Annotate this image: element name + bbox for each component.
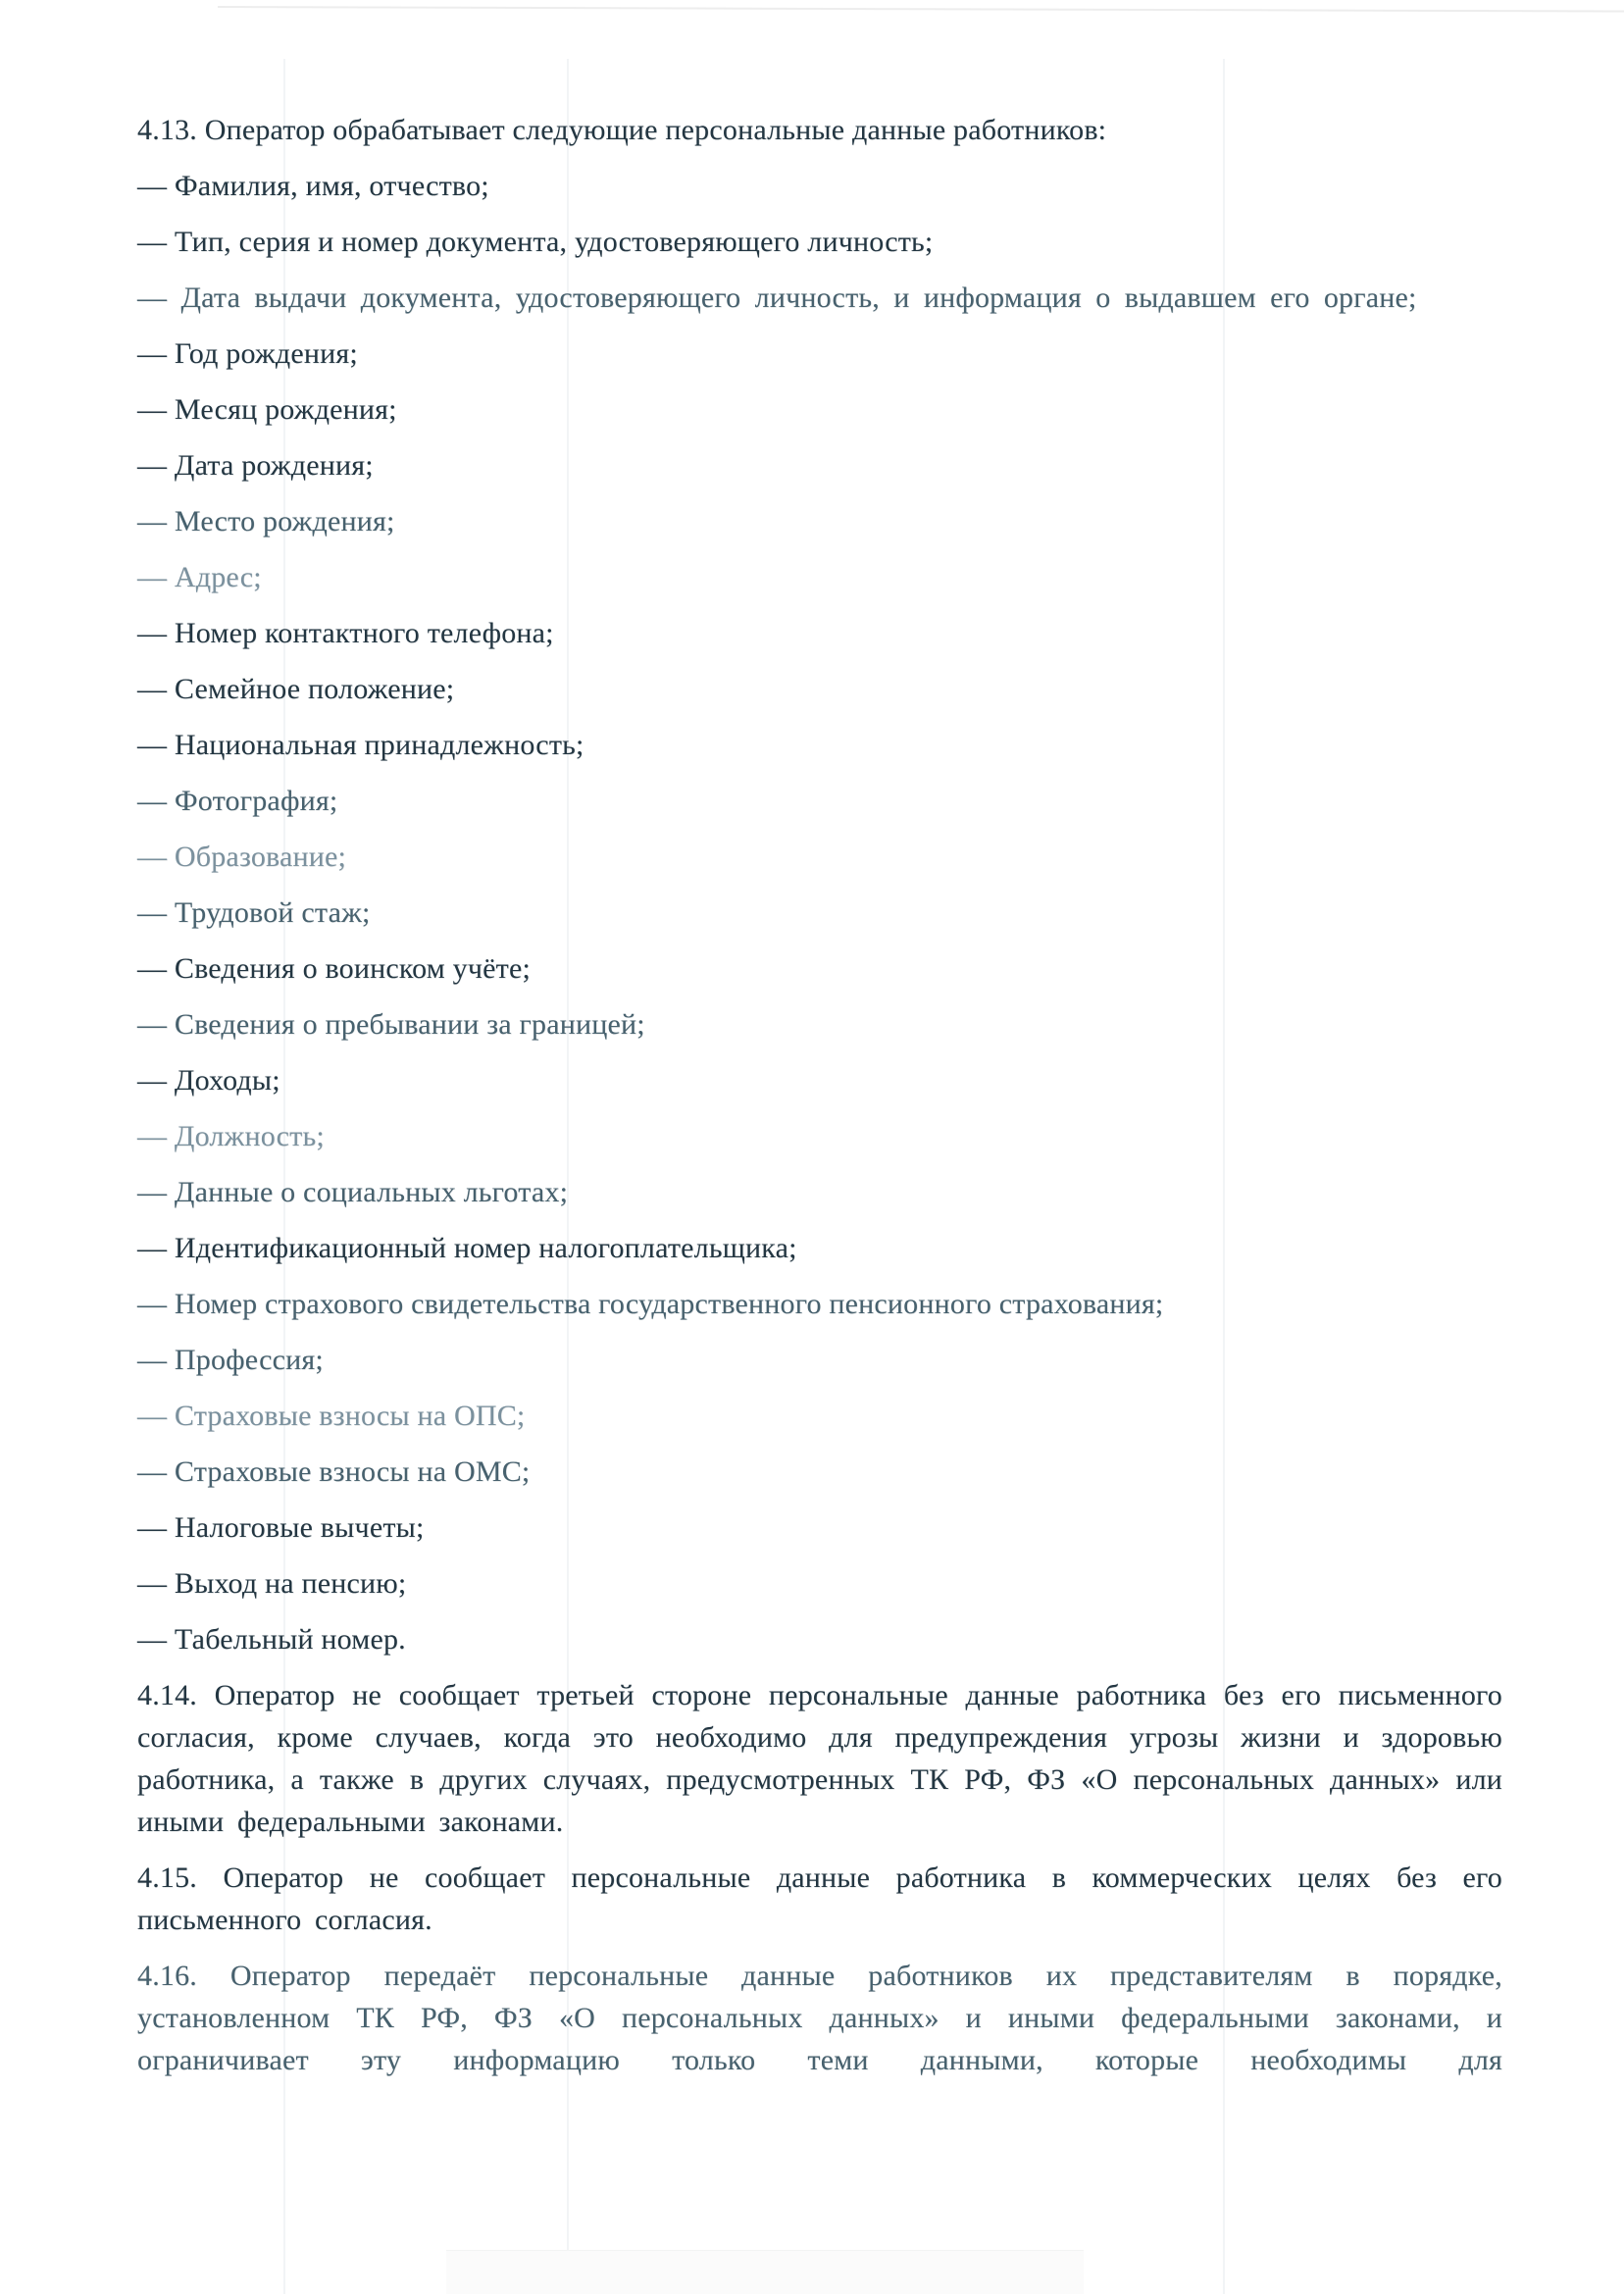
list-item: — Табельный номер. bbox=[137, 1623, 406, 1656]
closing-paragraphs bbox=[137, 1674, 1502, 2081]
list-item: — Налоговые вычеты; bbox=[137, 1511, 425, 1544]
list-item: — Должность; bbox=[137, 1120, 325, 1152]
list-item: — Тип, серия и номер документа, удостоверяющего личность; bbox=[137, 226, 934, 258]
list-item: — Фамилия, имя, отчество; bbox=[137, 170, 489, 202]
list-item: — Номер контактного телефона; bbox=[137, 617, 554, 649]
list-item: — Дата рождения; bbox=[137, 449, 374, 482]
list-item: — Год рождения; bbox=[137, 337, 358, 370]
paragraph: 4.16. Оператор передаёт персональные данные работников их представителям в порядке, установленном ТК РФ, ФЗ «О персональных данных» и иными федеральными законами, и ограничивает эту информацию только теми данными, которые необходимы для bbox=[137, 1960, 1502, 2076]
list-item: — Адрес; bbox=[137, 561, 262, 593]
list-item: — Дата выдачи документа, удостоверяющего личность, и информация о выдавшем его органе; bbox=[137, 281, 1417, 314]
list-item: — Национальная принадлежность; bbox=[137, 729, 584, 761]
list-item: — Страховые взносы на ОПС; bbox=[137, 1400, 526, 1432]
list-item: — Семейное положение; bbox=[137, 673, 455, 705]
document-content bbox=[137, 109, 1502, 2095]
list-item: — Сведения о пребывании за границей; bbox=[137, 1008, 645, 1041]
list-item: — Фотография; bbox=[137, 785, 338, 817]
paragraph: 4.14. Оператор не сообщает третьей стороне персональные данные работника без его письменного согласия, кроме случаев, когда это необходимо для предупреждения угрозы жизни и здоровью работника, а также в других случаях, предусмотренных ТК РФ, ФЗ «О персональных данных» или иными федеральными законами. bbox=[137, 1679, 1502, 1838]
list-item: — Страховые взносы на ОМС; bbox=[137, 1455, 531, 1488]
list-item: — Данные о социальных льготах; bbox=[137, 1176, 569, 1208]
list-item: — Сведения о воинском учёте; bbox=[137, 952, 532, 985]
list-item: — Месяц рождения; bbox=[137, 393, 397, 426]
personal-data-list bbox=[137, 165, 1502, 1660]
list-item: — Образование; bbox=[137, 841, 347, 873]
list-item: — Выход на пенсию; bbox=[137, 1567, 407, 1600]
list-item: — Доходы; bbox=[137, 1064, 280, 1096]
list-item: — Место рождения; bbox=[137, 505, 395, 537]
list-item: — Идентификационный номер налогоплательщика; bbox=[137, 1232, 797, 1264]
paragraph: 4.15. Оператор не сообщает персональные данные работника в коммерческих целях без его письменного согласия. bbox=[137, 1861, 1502, 1936]
list-item: — Номер страхового свидетельства государственного пенсионного страхования; bbox=[137, 1288, 1164, 1320]
list-item: — Трудовой стаж; bbox=[137, 896, 371, 929]
list-item: — Профессия; bbox=[137, 1344, 324, 1376]
scan-shade-artifact bbox=[446, 2250, 1084, 2294]
paragraph-4-13-heading: 4.13. Оператор обрабатывает следующие персональные данные работников: bbox=[137, 114, 1107, 146]
scan-edge-artifact bbox=[218, 6, 1624, 13]
